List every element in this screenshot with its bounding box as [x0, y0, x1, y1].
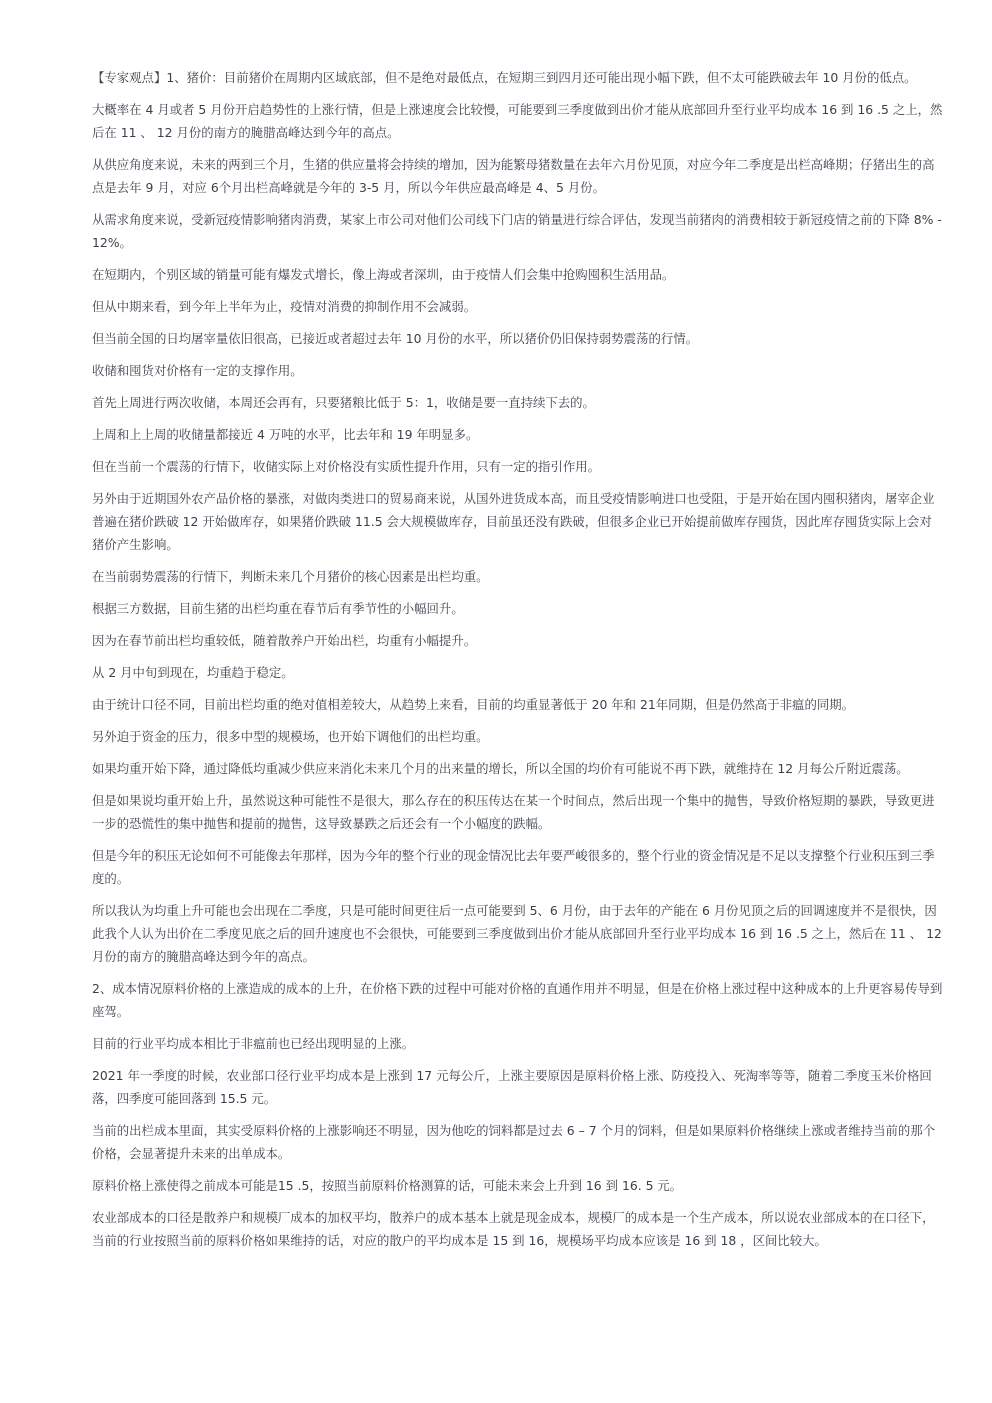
- paragraph-5: 在短期内，个别区域的销量可能有爆发式增长，像上海或者深圳，由于疫情人们会集中抢购囤积生活用品。: [92, 267, 675, 282]
- paragraph-17: 由于统计口径不同，目前出栏均重的绝对值相差较大，从趋势上来看，目前的均重显著低于 20 年和 21年同期，但是仍然高于非瘟的同期。: [92, 697, 855, 712]
- paragraph-19: 如果均重开始下降，通过降低均重减少供应来消化未来几个月的出来量的增长，所以全国的均价有可能说不再下跌，就维持在 12 月每公斤附近震荡。: [92, 761, 909, 776]
- paragraph-13: 在当前弱势震荡的行情下，判断未来几个月猪价的核心因素是出栏均重。: [92, 569, 489, 584]
- paragraph-25: 2021 年一季度的时候，农业部口径行业平均成本是上涨到 17 元每公斤，上涨主要原因是原料价格上涨、防疫投入、死淘率等等，随着二季度玉米价格回落，四季度可能回落到 15.5 元。: [92, 1068, 932, 1106]
- paragraph-1: 【专家观点】1、猪价：目前猪价在周期内区域底部，但不是绝对最低点，在短期三到四月还可能出现小幅下跌，但不太可能跌破去年 10 月份的低点。: [92, 70, 917, 85]
- paragraph-15: 因为在春节前出栏均重较低，随着散养户开始出栏，均重有小幅提升。: [92, 633, 477, 648]
- paragraph-24: 目前的行业平均成本相比于非瘟前也已经出现明显的上涨。: [92, 1036, 415, 1051]
- paragraph-10: 上周和上上周的收储量都接近 4 万吨的水平，比去年和 19 年明显多。: [92, 427, 479, 442]
- document-body: [92, 66, 944, 1261]
- paragraph-28: 农业部成本的口径是散养户和规模厂成本的加权平均，散养户的成本基本上就是现金成本，规模厂的成本是一个生产成本，所以说农业部成本的在口径下，当前的行业按照当前的原料价格如果维持的话，对应的散户的平均成本是 15 到 16，规模场平均成本应该是 16 到 18 ，区间比较大。: [92, 1210, 935, 1248]
- paragraph-27: 原料价格上涨使得之前成本可能是15 .5，按照当前原料价格测算的话，可能未来会上升到 16 到 16. 5 元。: [92, 1178, 683, 1193]
- paragraph-9: 首先上周进行两次收储，本周还会再有，只要猪粮比低于 5：1，收储是要一直持续下去的。: [92, 395, 595, 410]
- paragraph-20: 但是如果说均重开始上升，虽然说这种可能性不是很大，那么存在的积压传达在某一个时间点，然后出现一个集中的抛售，导致价格短期的暴跌，导致更进一步的恐慌性的集中抛售和提前的抛售，这导致暴跌之后还会有一个小幅度的跌幅。: [92, 793, 935, 831]
- paragraph-16: 从 2 月中旬到现在，均重趋于稳定。: [92, 665, 294, 680]
- paragraph-21: 但是今年的积压无论如何不可能像去年那样，因为今年的整个行业的现金情况比去年要严峻很多的，整个行业的资金情况是不足以支撑整个行业积压到三季度的。: [92, 848, 935, 886]
- paragraph-14: 根据三方数据，目前生猪的出栏均重在春节后有季节性的小幅回升。: [92, 601, 464, 616]
- paragraph-8: 收储和囤货对价格有一定的支撑作用。: [92, 363, 303, 378]
- paragraph-12: 另外由于近期国外农产品价格的暴涨，对做肉类进口的贸易商来说，从国外进货成本高，而且受疫情影响进口也受阻，于是开始在国内囤积猪肉，屠宰企业普遍在猪价跌破 12 开始做库存，如果猪价跌破 11.5 会大规模做库存，目前虽还没有跌破，但很多企业已开始提前做库存囤货，因此库存囤货实际上会对猪价产生影响。: [92, 491, 935, 552]
- paragraph-4: 从需求角度来说，受新冠疫情影响猪肉消费，某家上市公司对他们公司线下门店的销量进行综合评估，发现当前猪肉的消费相较于新冠疫情之前的下降 8% -12%。: [92, 212, 942, 250]
- paragraph-22: 所以我认为均重上升可能也会出现在二季度，只是可能时间更往后一点可能要到 5、6 月份，由于去年的产能在 6 月份见顶之后的回调速度并不是很快，因此我个人认为出价在二季度见底之后的回升速度也不会很快，可能要到三季度做到出价才能从底部回升至行业平均成本 16 到 16 .5 之上，然后在 11 、 12 月份的南方的腌腊高峰达到今年的高点。: [92, 903, 942, 964]
- paragraph-23: 2、成本情况原料价格的上涨造成的成本的上升，在价格下跌的过程中可能对价格的直通作用并不明显，但是在价格上涨过程中这种成本的上升更容易传导到座驾。: [92, 981, 943, 1019]
- paragraph-18: 另外迫于资金的压力，很多中型的规模场，也开始下调他们的出栏均重。: [92, 729, 489, 744]
- paragraph-2: 大概率在 4 月或者 5 月份开启趋势性的上涨行情，但是上涨速度会比较慢，可能要到三季度做到出价才能从底部回升至行业平均成本 16 到 16 .5 之上，然后在 11 、 12 月份的南方的腌腊高峰达到今年的高点。: [92, 102, 943, 140]
- paragraph-6: 但从中期来看，到今年上半年为止，疫情对消费的抑制作用不会减弱。: [92, 299, 477, 314]
- paragraph-3: 从供应角度来说，未来的两到三个月，生猪的供应量将会持续的增加，因为能繁母猪数量在去年六月份见顶，对应今年二季度是出栏高峰期；仔猪出生的高点是去年 9 月，对应 6个月出栏高峰就是今年的 3-5 月，所以今年供应最高峰是 4、5 月份。: [92, 157, 935, 195]
- paragraph-26: 当前的出栏成本里面，其实受原料价格的上涨影响还不明显，因为他吃的饲料都是过去 6 – 7 个月的饲料，但是如果原料价格继续上涨或者维持当前的那个价格，会显著提升未来的出单成本。: [92, 1123, 936, 1161]
- paragraph-11: 但在当前一个震荡的行情下，收储实际上对价格没有实质性提升作用，只有一定的指引作用。: [92, 459, 601, 474]
- paragraph-7: 但当前全国的日均屠宰量依旧很高，已接近或者超过去年 10 月份的水平，所以猪价仍旧保持弱势震荡的行情。: [92, 331, 699, 346]
